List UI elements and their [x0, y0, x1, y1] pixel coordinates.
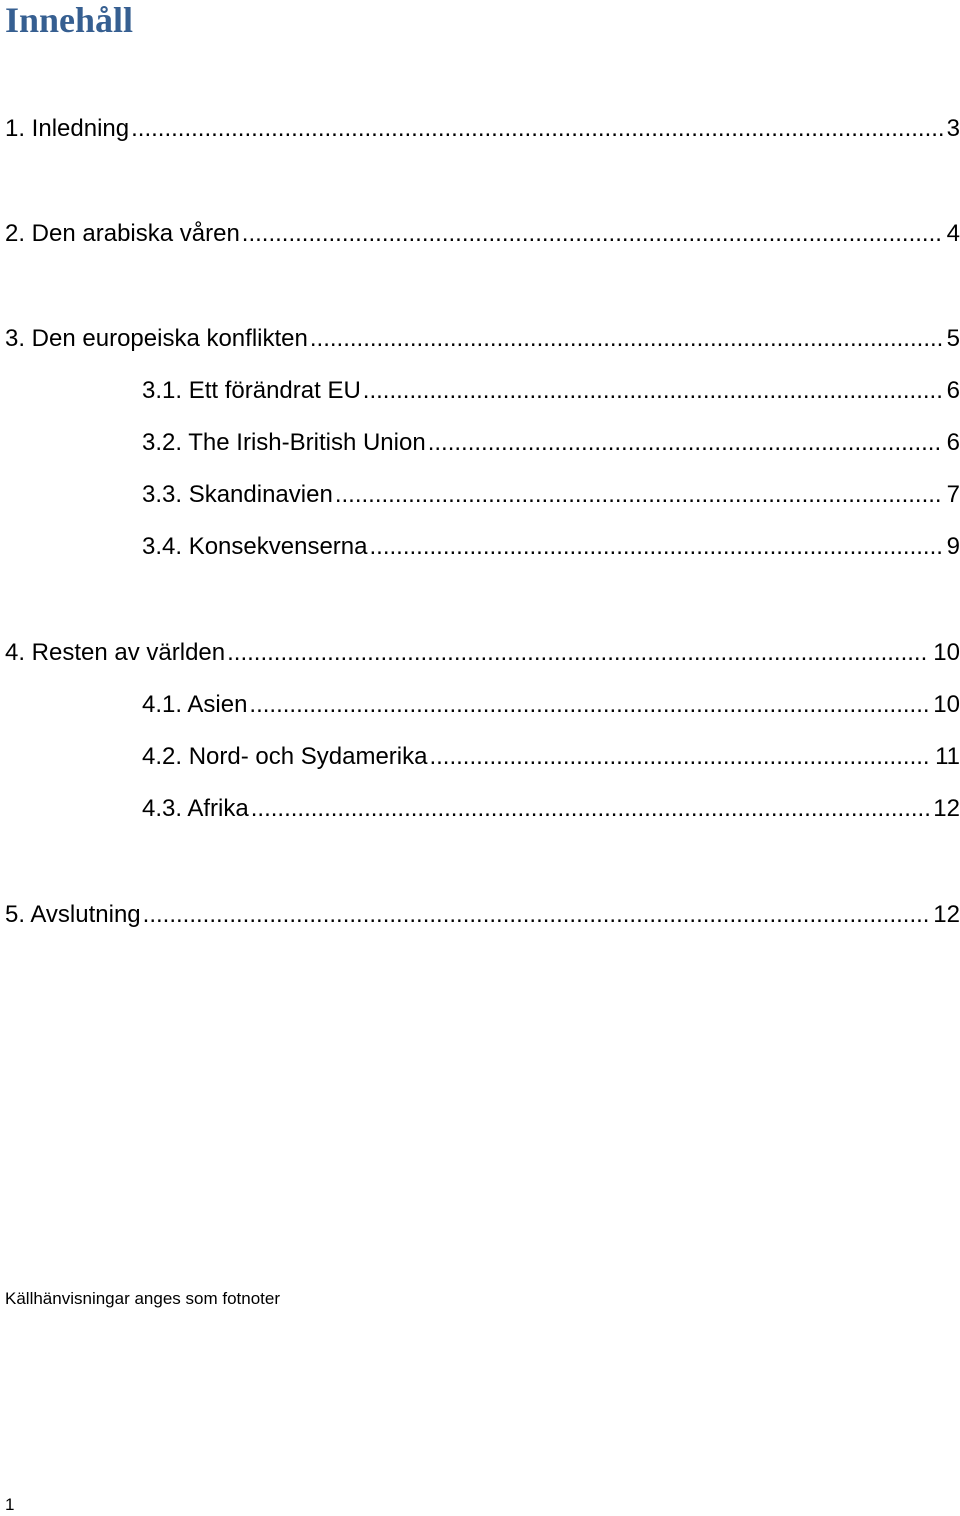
- toc-page-number: 7: [946, 481, 960, 508]
- toc-dot-leader: [429, 741, 931, 773]
- toc-page-number: 6: [946, 429, 960, 456]
- toc-entry-konsekvenserna[interactable]: [142, 531, 960, 563]
- toc-page-number: 10: [933, 691, 960, 718]
- toc-dot-leader: [227, 637, 929, 669]
- toc-page-number: 12: [933, 901, 960, 928]
- toc-entry-irish-british-union[interactable]: [142, 427, 960, 459]
- toc-entry-title: 4.3. Afrika: [142, 795, 249, 822]
- toc-dot-leader: [143, 899, 930, 931]
- toc-entry-title: 4.1. Asien: [142, 691, 248, 718]
- toc-entry-inledning[interactable]: [5, 113, 960, 145]
- toc-entry-title: 3. Den europeiska konflikten: [5, 325, 308, 352]
- toc-dot-leader: [249, 689, 929, 721]
- toc-page-number: 12: [933, 795, 960, 822]
- page-title: Innehåll: [5, 0, 134, 40]
- toc-dot-leader: [242, 218, 943, 250]
- toc-page-number: 11: [935, 743, 960, 770]
- toc-entry-title: 1. Inledning: [5, 115, 130, 142]
- toc-dot-leader: [131, 113, 943, 145]
- toc-entry-title: 4. Resten av världen: [5, 639, 226, 666]
- toc-entry-title: 2. Den arabiska våren: [5, 220, 240, 247]
- toc-dot-leader: [310, 323, 943, 355]
- toc-dot-leader: [428, 427, 943, 459]
- toc-dot-leader: [369, 531, 942, 563]
- toc-page-number: 6: [946, 377, 960, 404]
- toc-page-number: 4: [946, 220, 960, 247]
- source-note: Källhänvisningar anges som fotnoter: [5, 1289, 280, 1308]
- toc-dot-leader: [335, 479, 943, 511]
- page-number: 1: [5, 1495, 15, 1514]
- toc-entry-den-arabiska-varen[interactable]: [5, 218, 960, 250]
- toc-page-number: 5: [946, 325, 960, 352]
- toc-entry-asien[interactable]: [142, 689, 960, 721]
- toc-entry-title: 3.3. Skandinavien: [142, 481, 333, 508]
- toc-dot-leader: [363, 375, 943, 407]
- toc-entry-title: 3.1. Ett förändrat EU: [142, 377, 361, 404]
- toc-entry-ett-forandrat-eu[interactable]: [142, 375, 960, 407]
- toc-page-number: 3: [946, 115, 960, 142]
- toc-dot-leader: [251, 793, 930, 825]
- toc-entry-den-europeiska-konflikten[interactable]: [5, 323, 960, 355]
- toc-page-number: 10: [933, 639, 960, 666]
- toc-entry-afrika[interactable]: [142, 793, 960, 825]
- toc-entry-title: 3.2. The Irish-British Union: [142, 429, 426, 456]
- toc-entry-title: 3.4. Konsekvenserna: [142, 533, 368, 560]
- toc-page-number: 9: [946, 533, 960, 560]
- toc-entry-title: 5. Avslutning: [5, 901, 141, 928]
- toc-entry-resten-av-varlden[interactable]: [5, 637, 960, 669]
- toc-entry-skandinavien[interactable]: [142, 479, 960, 511]
- toc-entry-title: 4.2. Nord- och Sydamerika: [142, 743, 428, 770]
- toc-entry-nord-och-sydamerika[interactable]: [142, 741, 960, 773]
- toc-entry-avslutning[interactable]: [5, 899, 960, 931]
